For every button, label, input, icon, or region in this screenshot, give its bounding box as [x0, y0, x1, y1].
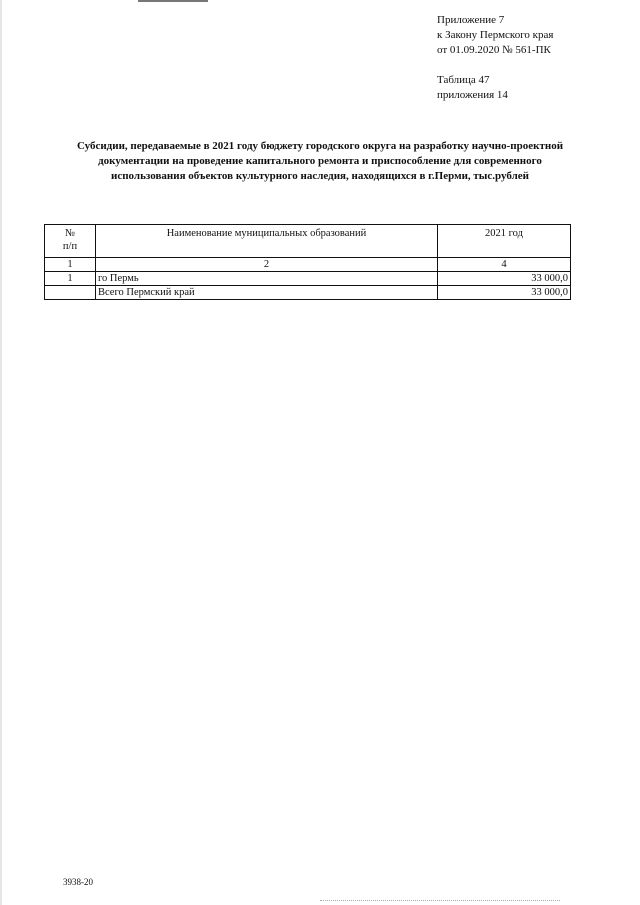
title-line-1: Субсидии, передаваемые в 2021 году бюджету городского округа на разработку научно-проектной — [76, 140, 564, 152]
index-cell: 4 — [438, 258, 571, 272]
row-name: го Пермь — [96, 272, 438, 286]
subsidy-table — [44, 224, 571, 300]
document-title — [40, 139, 600, 184]
total-number — [45, 286, 96, 300]
table-row — [45, 272, 571, 286]
header-number — [45, 225, 96, 258]
header-year: 2021 год — [438, 225, 571, 258]
table-reference — [437, 73, 508, 103]
scan-artifact — [320, 900, 560, 902]
table-ref-line-1: Таблица 47 — [437, 74, 490, 86]
header-number-line-2: п/п — [62, 241, 78, 252]
table-ref-line-2: приложения 14 — [437, 89, 508, 101]
document-code: 3938-20 — [63, 877, 93, 887]
table-total-row — [45, 286, 571, 300]
scan-mark — [138, 0, 208, 2]
appendix-line-2: к Закону Пермского края — [437, 29, 554, 41]
total-name: Всего Пермский край — [96, 286, 438, 300]
title-line-2: документации на проведение капитального ремонта и приспособление для современного — [98, 155, 542, 167]
title-line-3: использования объектов культурного наследия, находящихся в г.Перми, тыс.рублей — [111, 170, 529, 182]
table-index-row — [45, 258, 571, 272]
total-value: 33 000,0 — [438, 286, 571, 300]
row-number: 1 — [45, 272, 96, 286]
table-header-row — [45, 225, 571, 258]
row-value: 33 000,0 — [438, 272, 571, 286]
header-name: Наименование муниципальных образований — [96, 225, 438, 258]
appendix-line-1: Приложение 7 — [437, 14, 505, 26]
index-cell: 1 — [45, 258, 96, 272]
header-number-line-1: № — [64, 228, 76, 239]
scan-edge — [0, 0, 2, 905]
index-cell: 2 — [96, 258, 438, 272]
appendix-reference — [437, 13, 553, 58]
appendix-line-3: от 01.09.2020 № 561-ПК — [437, 44, 551, 56]
